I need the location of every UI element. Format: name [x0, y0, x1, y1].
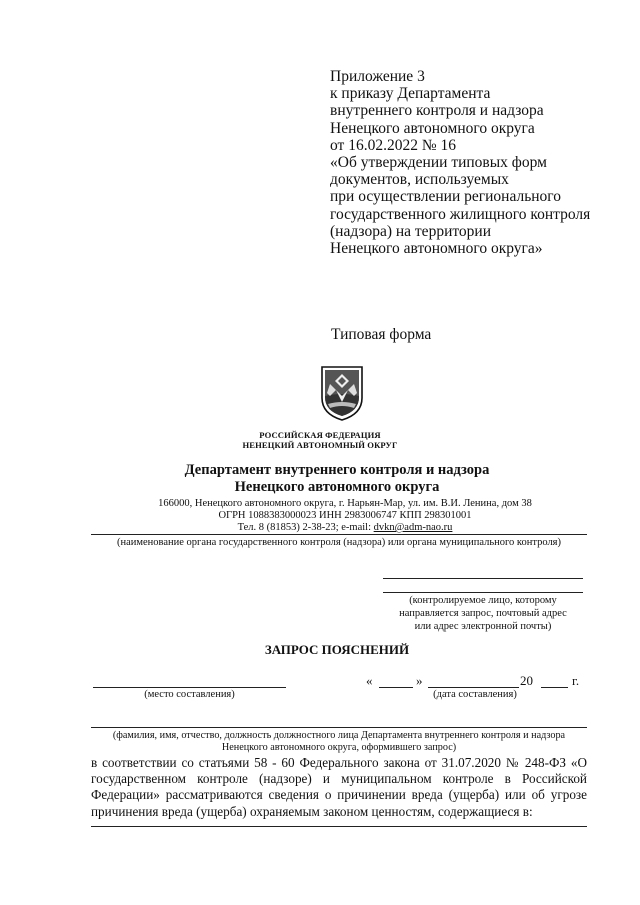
source-field[interactable]	[91, 826, 587, 827]
body-paragraph: в соответствии со статьями 58 - 60 Федерального закона от 31.07.2020 № 248-ФЗ «О государственном контроле (надзоре) и муниципальном контроле в Российской Федерации» рассматриваются сведения о причинении вреда (ущерба) или об угрозе причинения вреда (ущерба) охраняемым законом ценностям, содержащиеся в:	[91, 755, 587, 819]
region-name: НЕНЕЦКИЙ АВТОНОМНЫЙ ОКРУГ	[242, 440, 398, 450]
form-type-label: Типовая форма	[331, 326, 432, 343]
document-title: ЗАПРОС ПОЯСНЕНИЙ	[264, 642, 410, 657]
department-ogrn: ОГРН 1088383000023 ИНН 2983006747 КПП 298301001	[218, 510, 472, 521]
appendix-block	[330, 68, 630, 257]
date-day-field[interactable]	[379, 687, 413, 688]
organ-caption: (наименование органа государственного контроля (надзора) или органа муниципального контроля)	[116, 537, 562, 548]
date-open-quote: «	[366, 673, 373, 688]
official-field[interactable]	[91, 727, 587, 728]
official-caption-line1: (фамилия, имя, отчество, должность должностного лица Департамента внутреннего контроля и надзора	[112, 730, 566, 741]
recipient-caption-line: направляется запрос, почтовый адрес	[399, 608, 567, 619]
recipient-caption-line: или адрес электронной почты)	[414, 621, 552, 632]
appendix-line: (надзора) на территории	[330, 222, 492, 240]
recipient-caption	[370, 594, 596, 633]
recipient-caption-line: (контролируемое лицо, которому	[409, 595, 557, 606]
year-suffix: г.	[572, 673, 580, 688]
email-link[interactable]: dvkn@adm-nao.ru	[373, 522, 453, 533]
appendix-line: Приложение 3	[330, 68, 425, 85]
country-name: РОССИЙСКАЯ ФЕДЕРАЦИЯ	[259, 430, 381, 440]
date-close-quote: »	[416, 673, 423, 688]
place-caption: (место составления)	[144, 689, 235, 700]
appendix-line: от 16.02.2022 № 16	[330, 136, 456, 154]
appendix-line: «Об утверждении типовых форм	[330, 154, 547, 172]
coat-of-arms-emblem	[318, 364, 366, 422]
appendix-line: государственного жилищного контроля	[330, 205, 591, 223]
year-prefix: 20	[520, 673, 533, 688]
phone-text: Тел. 8 (81853) 2-38-23; e-mail:	[237, 522, 374, 533]
appendix-line: внутреннего контроля и надзора	[330, 102, 544, 120]
department-contacts	[0, 521, 640, 534]
date-caption: (дата составления)	[433, 689, 517, 700]
department-name-line1: Департамент внутреннего контроля и надзора	[184, 462, 490, 478]
appendix-line: документов, используемых	[330, 171, 509, 189]
appendix-line: Ненецкого автономного округа»	[330, 240, 543, 258]
department-address: 166000, Ненецкого автономного округа, г. Нарьян-Мар, ул. им. В.И. Ленина, дом 38	[158, 498, 532, 509]
date-year-field[interactable]	[541, 687, 568, 688]
official-caption-line2: Ненецкого автономного округа, оформившего запрос)	[221, 742, 457, 753]
department-name-line2: Ненецкого автономного округа	[234, 479, 440, 495]
recipient-line-1[interactable]	[383, 578, 583, 579]
appendix-line: к приказу Департамента	[330, 85, 491, 103]
appendix-line: при осуществлении регионального	[330, 188, 562, 206]
appendix-line: Ненецкого автономного округа	[330, 119, 535, 137]
organ-divider	[91, 534, 587, 535]
recipient-line-2[interactable]	[383, 592, 583, 593]
